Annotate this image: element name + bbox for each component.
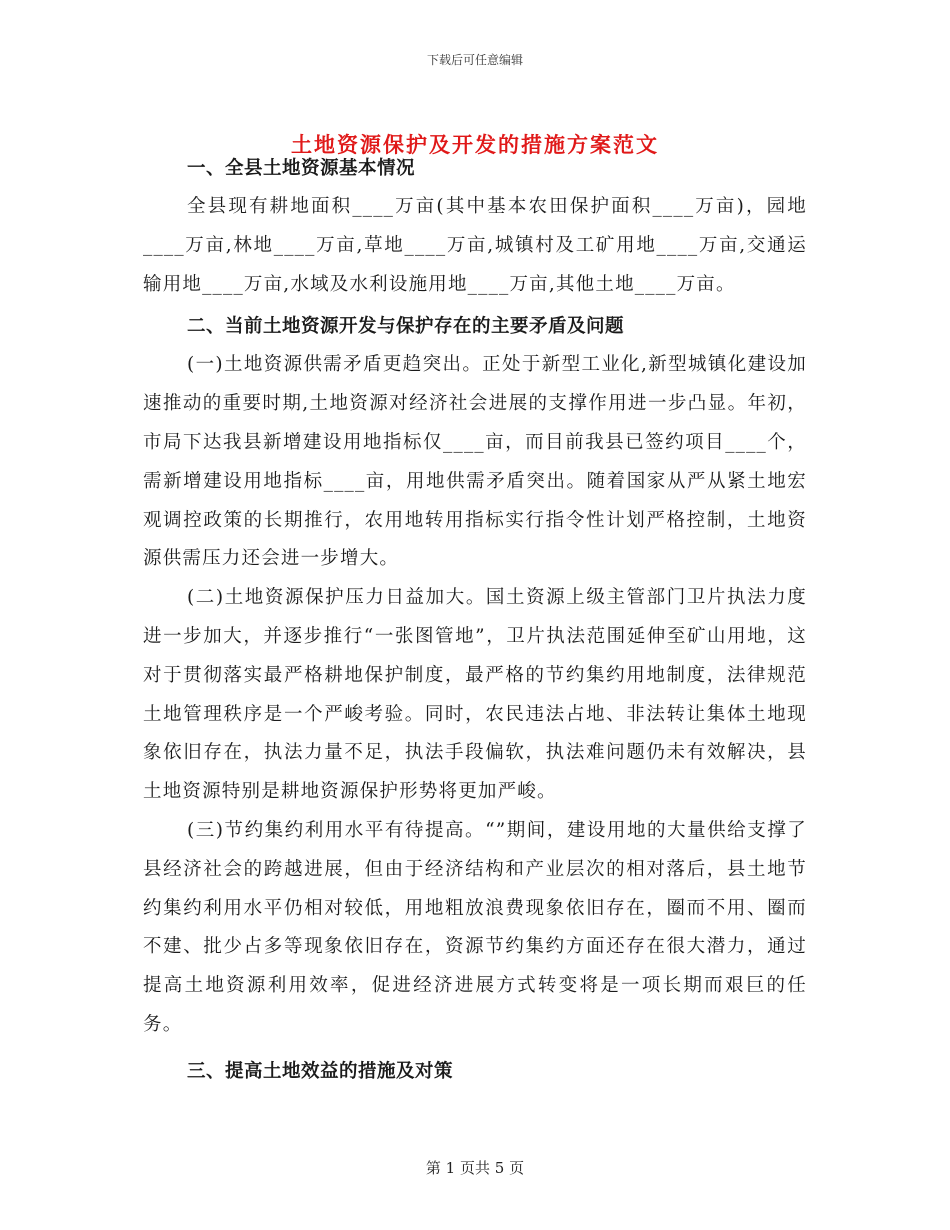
page-footer: 第 1 页共 5 页 (425, 1159, 525, 1177)
section-heading-1: 一、全县土地资源基本情况 (187, 158, 416, 179)
section-2-paragraph-2: (二)土地资源保护压力日益加大。国土资源上级主管部门卫片执法力度进一步加大，并逐步推行“一张图管地”，卫片执法范围延伸至矿山用地，这对于贯彻落实最严格耕地保护制度，最严格的节约集约用地制度，法律规范土地管理秩序是一个严峻考验。同时，农民违法占地、非法转让集体土地现象依旧存在，执法力量不足，执法手段偏软，执法难问题仍未有效解决，县土地资源特别是耕地资源保护形势将更加严峻。 (143, 587, 807, 803)
section-heading-2: 二、当前土地资源开发与保护存在的主要矛盾及问题 (187, 316, 625, 338)
section-1-paragraph-1: 全县现有耕地面积____万亩(其中基本农田保护面积____万亩)，园地____万亩,林地____万亩,草地____万亩,城镇村及工矿用地____万亩,交通运输用地____万亩,水域及水利设施用地____万亩,其他土地____万亩。 (143, 196, 807, 295)
section-2-paragraph-3: (三)节约集约利用水平有待提高。“”期间，建设用地的大量供给支撑了县经济社会的跨越进展，但由于经济结构和产业层次的相对落后，县土地节约集约利用水平仍相对较低，用地粗放浪费现象依旧存在，圈而不用、圈而不建、批少占多等现象依旧存在，资源节约集约方面还存在很大潜力，通过提高土地资源利用效率，促进经济进展方式转变将是一项长期而艰巨的任务。 (143, 819, 807, 1035)
document-title: 土地资源保护及开发的措施方案范文 (291, 132, 659, 158)
section-2-paragraph-1: (一)土地资源供需矛盾更趋突出。正处于新型工业化,新型城镇化建设加速推动的重要时期,土地资源对经济社会进展的支撑作用进一步凸显。年初，市局下达我县新增建设用地指标仅____亩，而目前我县已签约项目____个，需新增建设用地指标____亩，用地供需矛盾突出。随着国家从严从紧土地宏观调控政策的长期推行，农用地转用指标实行指令性计划严格控制，土地资源供需压力还会进一步增大。 (143, 354, 807, 570)
section-heading-3: 三、提高土地效益的措施及对策 (187, 1060, 454, 1082)
page-header: 下载后可任意编辑 (426, 53, 523, 67)
document-body (143, 150, 807, 1091)
